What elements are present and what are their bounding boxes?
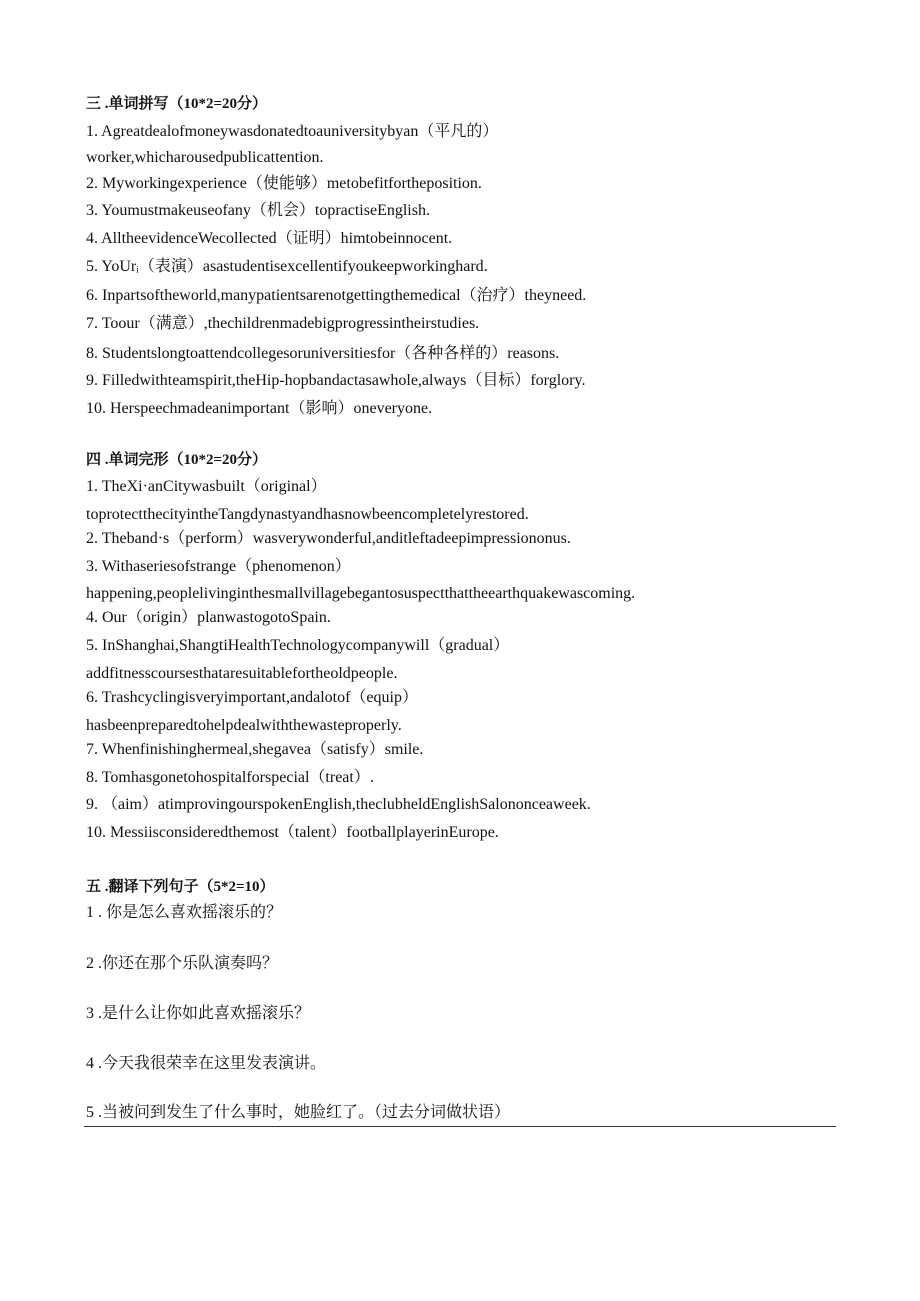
s4-question-5-continued: addfitnesscoursesthataresuitablefortheoldpeople. bbox=[86, 665, 398, 682]
s4-question-5: 5. InShanghai,ShangtiHealthTechnologycompanywill（gradual） bbox=[86, 637, 510, 654]
s3-question-1-continued: worker,whicharousedpublicattention. bbox=[86, 149, 324, 166]
s4-question-2: 2. Theband·s（perform）wasverywonderful,anditleftadeepimpressiononus. bbox=[86, 530, 571, 547]
s3-question-6: 6. Inpartsoftheworld,manypatientsarenotgettingthemedical（治疗）theyneed. bbox=[86, 287, 587, 304]
s4-question-8: 8. Tomhasgonetohospitalforspecial（treat）. bbox=[86, 769, 374, 786]
s4-question-1: 1. TheXi·anCitywasbuilt（original） bbox=[86, 478, 327, 495]
section-4-heading: 四 .单词完形（10*2=20分） bbox=[86, 452, 268, 468]
s5-question-1: 1 . 你是怎么喜欢摇滚乐的？ bbox=[86, 904, 283, 921]
s3-question-8: 8. Studentslongtoattendcollegesoruniversitiesfor（各种各样的）reasons. bbox=[86, 345, 560, 362]
s3-question-4: 4. AlltheevidenceWecollected（证明）himtobeinnocent. bbox=[86, 230, 453, 247]
s4-question-3-continued: happening,peoplelivinginthesmallvillagebegantosuspectthattheearthquakewascoming. bbox=[86, 585, 636, 602]
s3-question-10: 10. Herspeechmadeanimportant（影响）oneveryone. bbox=[86, 400, 433, 417]
s4-question-1-continued: toprotectthecityintheTangdynastyandhasnowbeencompletelyrestored. bbox=[86, 506, 529, 523]
s5-question-2: 2 .你还在那个乐队演奏吗？ bbox=[86, 955, 279, 972]
s3-question-7: 7. Toour（满意）,thechildrenmadebigprogressintheirstudies. bbox=[86, 315, 480, 332]
s4-question-3: 3. Withaseriesofstrange（phenomenon） bbox=[86, 558, 351, 575]
s5-question-5: 5 .当被问到发生了什么事时，她脸红了。（过去分词做状语） bbox=[86, 1104, 511, 1121]
s3-question-2: 2. Myworkingexperience（使能够）metobefitfortheposition. bbox=[86, 175, 482, 192]
s5-question-3: 3 .是什么让你如此喜欢摇滚乐？ bbox=[86, 1005, 311, 1022]
s3-question-9: 9. Filledwithteamspirit,theHip-hopbandactasawhole,always（目标）forglory. bbox=[86, 372, 586, 389]
s3-question-3: 3. Youmustmakeuseofany（机会）topractiseEnglish. bbox=[86, 202, 430, 219]
s5-question-4: 4 .今天我很荣幸在这里发表演讲。 bbox=[86, 1055, 327, 1072]
s3-question-1: 1. Agreatdealofmoneywasdonatedtoauniversitybyan（平凡的） bbox=[86, 123, 499, 140]
s4-question-6-continued: hasbeenpreparedtohelpdealwiththewasteproperly. bbox=[86, 717, 402, 734]
s4-question-4: 4. Our（origin）planwastogotoSpain. bbox=[86, 609, 331, 626]
s4-question-6: 6. Trashcyclingisveryimportant,andalotof（equip） bbox=[86, 689, 418, 706]
s4-question-7: 7. Whenfinishinghermeal,shegavea（satisfy）smile. bbox=[86, 741, 424, 758]
s4-question-9: 9. （aim）atimprovingourspokenEnglish,theclubheldEnglishSalononceaweek. bbox=[86, 796, 591, 813]
s4-question-10: 10. Messiisconsideredthemost（talent）footballplayerinEurope. bbox=[86, 824, 499, 841]
section-3-heading: 三 .单词拼写（10*2=20分） bbox=[86, 96, 268, 112]
bottom-rule bbox=[84, 1126, 836, 1127]
s3-question-5: 5. YoUrᵢ（表演）asastudentisexcellentifyoukeepworkinghard. bbox=[86, 258, 488, 275]
section-5-heading: 五 .翻译下列句子（5*2=10） bbox=[86, 879, 275, 895]
